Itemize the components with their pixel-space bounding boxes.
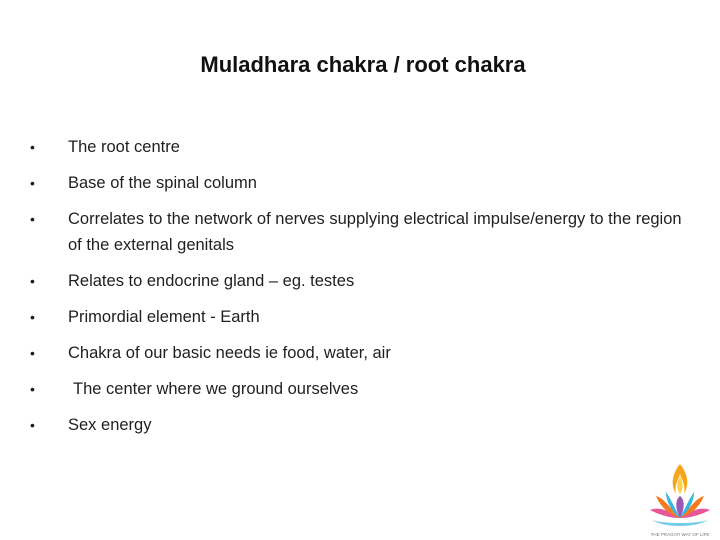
bullet-text: Relates to endocrine gland – eg. testes: [68, 272, 355, 290]
bullet-item: [28, 268, 688, 294]
bullet-marker: •: [30, 273, 35, 289]
bullet-text: Chakra of our basic needs ie food, water, air: [68, 344, 391, 362]
bullet-text: Correlates to the network of nerves supplying electrical impulse/energy to the region of the external genitals: [68, 210, 682, 254]
bullet-marker: •: [30, 211, 35, 227]
bullet-marker: •: [30, 381, 35, 397]
bullet-text: Primordial element - Earth: [68, 308, 260, 326]
bullet-item: [28, 134, 688, 160]
bullet-item: [28, 376, 688, 402]
bullet-marker: •: [30, 417, 35, 433]
logo-text: THE PRAGATI WAY OF LIFE: [650, 532, 710, 537]
bullet-marker: •: [30, 139, 35, 155]
bullet-text: Sex energy: [68, 416, 152, 434]
bullet-text: Base of the spinal column: [68, 174, 257, 192]
bullet-item: [28, 206, 688, 258]
slide-title: Muladhara chakra / root chakra: [200, 52, 526, 77]
bullet-item: [28, 412, 688, 438]
bullet-item: [28, 340, 688, 366]
bullet-item: [28, 170, 688, 196]
lotus-flame-logo-icon: [640, 462, 720, 540]
bullet-marker: •: [30, 345, 35, 361]
bullet-item: [28, 304, 688, 330]
bullet-text: The center where we ground ourselves: [73, 380, 359, 398]
bullet-marker: •: [30, 175, 35, 191]
bullet-list: [28, 134, 688, 448]
bullet-marker: •: [30, 309, 35, 325]
bullet-text: The root centre: [68, 138, 180, 156]
